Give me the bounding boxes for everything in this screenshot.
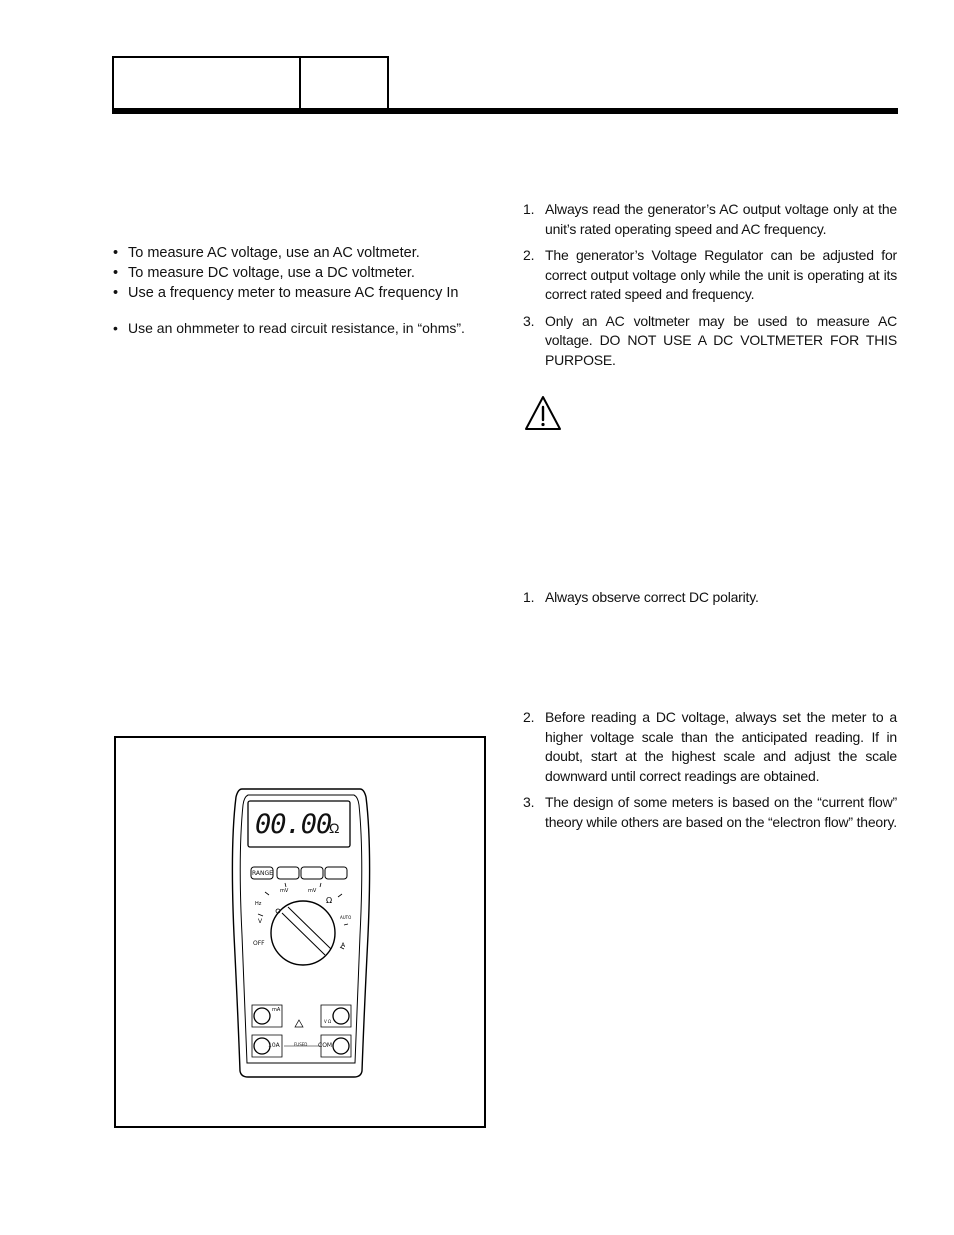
meter-display-unit: Ω: [329, 820, 340, 836]
bullet-frequency: • Use a frequency meter to measure AC frequency In: [113, 283, 493, 303]
svg-text:mA: mA: [272, 1007, 281, 1013]
svg-text:A: A: [341, 942, 346, 949]
list-item: [523, 793, 897, 832]
header-divider: [299, 58, 301, 110]
list-number: 3.: [523, 794, 535, 810]
list-item: [523, 708, 897, 786]
list-number: 2.: [523, 709, 535, 725]
meter-jack-com-label: COM: [318, 1042, 333, 1049]
dc-voltage-list-a: [523, 588, 897, 615]
list-text: The generator’s Voltage Regulator can be adjusted for correct output voltage only while the unit is operating at its correct rated speed and frequency.: [545, 247, 897, 302]
bullet-dc-voltage: • To measure DC voltage, use a DC voltmeter.: [113, 263, 493, 283]
list-text: Always observe correct DC polarity.: [545, 589, 759, 605]
list-number: 1.: [523, 201, 535, 217]
dc-voltage-list-b: [523, 708, 897, 839]
list-text: The design of some meters is based on the “current flow” theory while others are based on the “electron flow” theory.: [545, 794, 897, 830]
header-rule: [112, 108, 898, 114]
svg-text:mV: mV: [280, 888, 289, 894]
svg-text:V: V: [258, 918, 263, 925]
header-table: [112, 56, 389, 110]
meter-display-readout: 00.00: [255, 809, 332, 840]
list-item: [523, 588, 897, 608]
list-number: 1.: [523, 589, 535, 605]
list-number: 2.: [523, 247, 535, 263]
meter-usage-bullets: [113, 243, 493, 338]
list-item: [523, 312, 897, 371]
ac-voltage-list: [523, 200, 897, 377]
svg-text:Ω: Ω: [326, 896, 333, 905]
list-text: Before reading a DC voltage, always set the meter to a higher voltage scale than the anticipated reading. If in doubt, start at the highest scale and adjust the scale downward until correct readings are obtained.: [545, 709, 897, 784]
meter-off-label: OFF: [253, 940, 265, 947]
list-number: 3.: [523, 312, 535, 329]
meter-range-button-label: RANGE: [252, 870, 273, 877]
bullet-ac-voltage: • To measure AC voltage, use an AC voltmeter.: [113, 243, 493, 263]
bullet-ohmmeter: • Use an ohmmeter to read circuit resistance, in “ohms”.: [113, 318, 493, 338]
list-item: [523, 200, 897, 239]
svg-text:V Ω: V Ω: [324, 1019, 332, 1024]
svg-text:AUTO: AUTO: [340, 915, 352, 920]
meter-fused-label: FUSED: [294, 1042, 308, 1047]
svg-text:mV: mV: [308, 888, 317, 894]
svg-text:Hz: Hz: [255, 901, 262, 907]
list-text: Only an AC voltmeter may be used to measure AC voltage. DO NOT USE A DC VOLTMETER FOR THIS PURPOSE.: [545, 312, 897, 368]
warning-triangle-icon: [524, 395, 562, 431]
meter-jack-10a-label: 10A: [268, 1042, 280, 1049]
list-item: [523, 246, 897, 305]
list-text: Always read the generator’s AC output voltage only at the unit’s rated operating speed and AC frequency.: [545, 201, 897, 237]
